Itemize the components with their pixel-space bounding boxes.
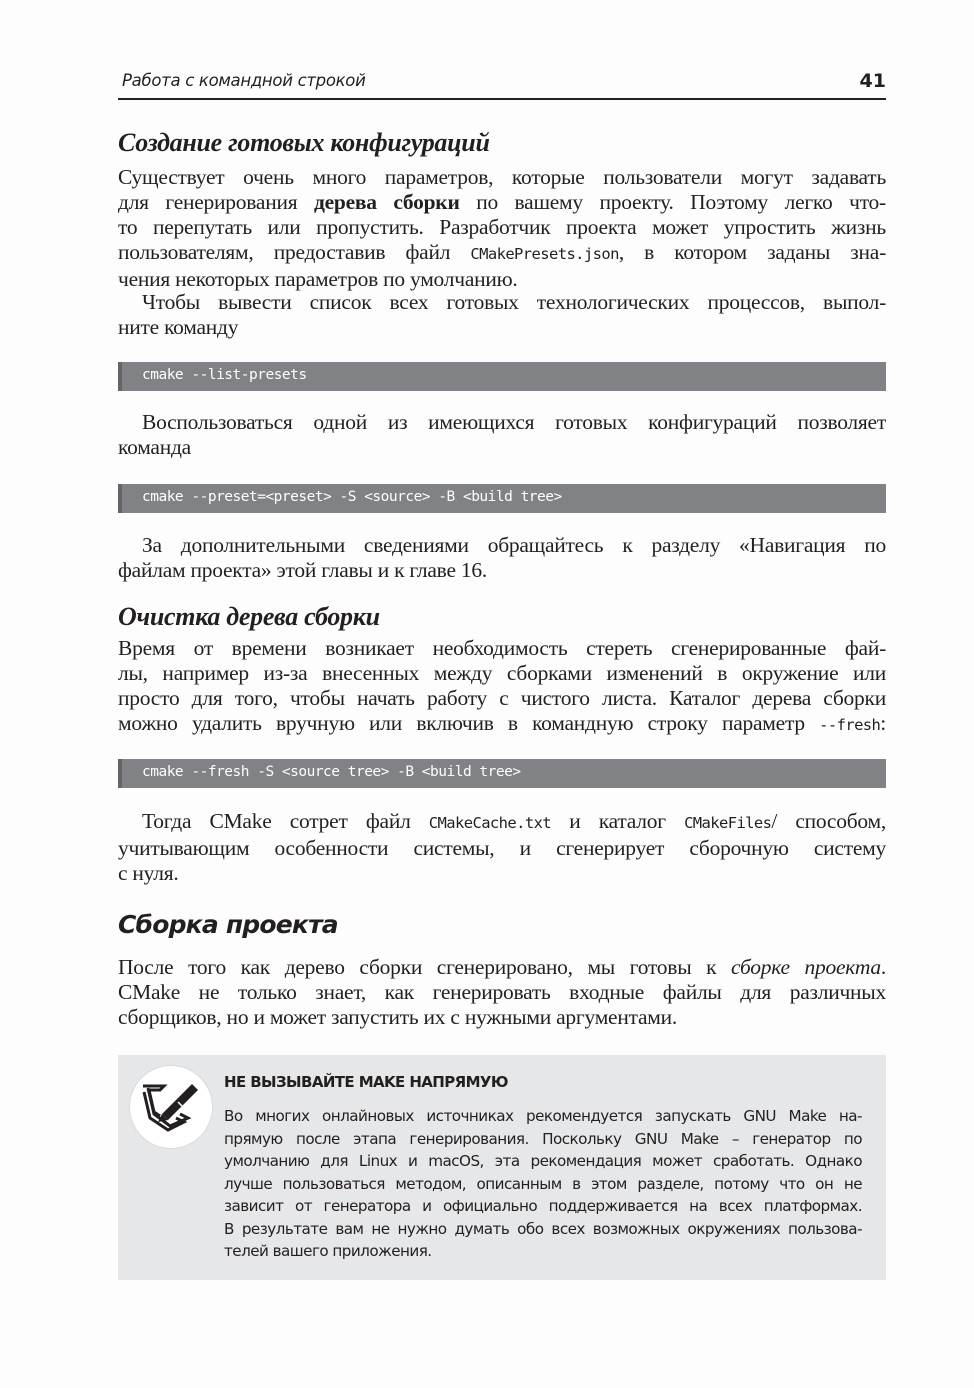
code-block-preset: cmake --preset=<preset> -S <source> -B <build tree> — [118, 484, 886, 513]
page-number: 41 — [859, 70, 886, 92]
paragraph-clean-intro: Время от времени возникает необходимость стереть сгенерированные фай- лы, например из-за внесенных между сборками изменений в окружение или просто для того, чтобы начать работу с чистого листа. Каталог дерева сборки можно удалить вручную или включив в командную строку параметр --fresh: — [118, 636, 886, 735]
callout-title: НЕ ВЫЗЫВАЙТЕ MAKE НАПРЯМУЮ — [224, 1073, 508, 1091]
running-header — [118, 68, 886, 100]
inline-code-fresh-flag: --fresh — [819, 716, 881, 734]
paragraph-list-presets: Чтобы вывести список всех готовых технологических процессов, выпол- ните команду — [118, 290, 886, 339]
paragraph-build-intro: После того как дерево сборки сгенерировано, мы готовы к сборке проекта. CMake не только знает, как генерировать входные файлы для различных сборщиков, но и может запустить их с нужными аргументами. — [118, 955, 886, 1029]
inline-code-presets-file: CMakePresets.json — [470, 245, 619, 263]
paragraph-see-also: За дополнительными сведениями обращайтесь к разделу «Навигация по файлам проекта» этой главы и к главе 16. — [118, 533, 886, 582]
heading-build: Сборка проекта — [118, 910, 338, 939]
heading-presets: Создание готовых конфигураций — [118, 128, 490, 157]
term-building-project: сборке проекта — [730, 955, 881, 979]
pen-checkmark-icon — [129, 1065, 213, 1149]
inline-code-cache-file: CMakeCache.txt — [428, 814, 552, 832]
running-title: Работа с командной строкой — [122, 71, 366, 90]
inline-code-cmakefiles-dir: CMakeFiles — [684, 814, 772, 832]
paragraph-presets-intro: Существует очень много параметров, которые пользователи могут задавать для генерирования дерева сборки по вашему проекту. Поэтому легко что- то перепутать или пропустить. Разработчик проекта может упростить жизнь пользователям, предоставив файл CMakePresets.json, в котором заданы зна- чения некоторых параметров по умолчанию. — [118, 165, 886, 291]
term-build-tree: дерева сборки — [313, 190, 460, 214]
code-block-list-presets: cmake --list-presets — [118, 362, 886, 391]
callout-body: Во многих онлайновых источниках рекомендуется запускать GNU Make на- прямую после этапа генерирования. Поскольку GNU Make – генератор по умолчанию для Linux и macOS, эта рекомендация может сработать. Однако лучше пользоваться методом, описанным в этом разделе, потому что он не зависит от генератора и официально поддерживается на всех платформах. В результате вам не нужно думать обо всех возможных окружениях пользова- телей вашего приложения. — [224, 1107, 862, 1260]
pen-checkmark-glyph — [140, 1078, 204, 1138]
paragraph-clean-result: Тогда CMake сотрет файл CMakeCache.txt и каталог CMakeFiles/ способом, учитывающим особенности системы, и сгенерирует сборочную систему с нуля. — [118, 809, 886, 885]
code-block-fresh: cmake --fresh -S <source tree> -B <build tree> — [118, 759, 886, 788]
heading-clean: Очистка дерева сборки — [118, 602, 380, 631]
paragraph-use-preset: Воспользоваться одной из имеющихся готовых конфигураций позволяет команда — [118, 410, 886, 459]
callout-tip-box — [118, 1055, 886, 1280]
